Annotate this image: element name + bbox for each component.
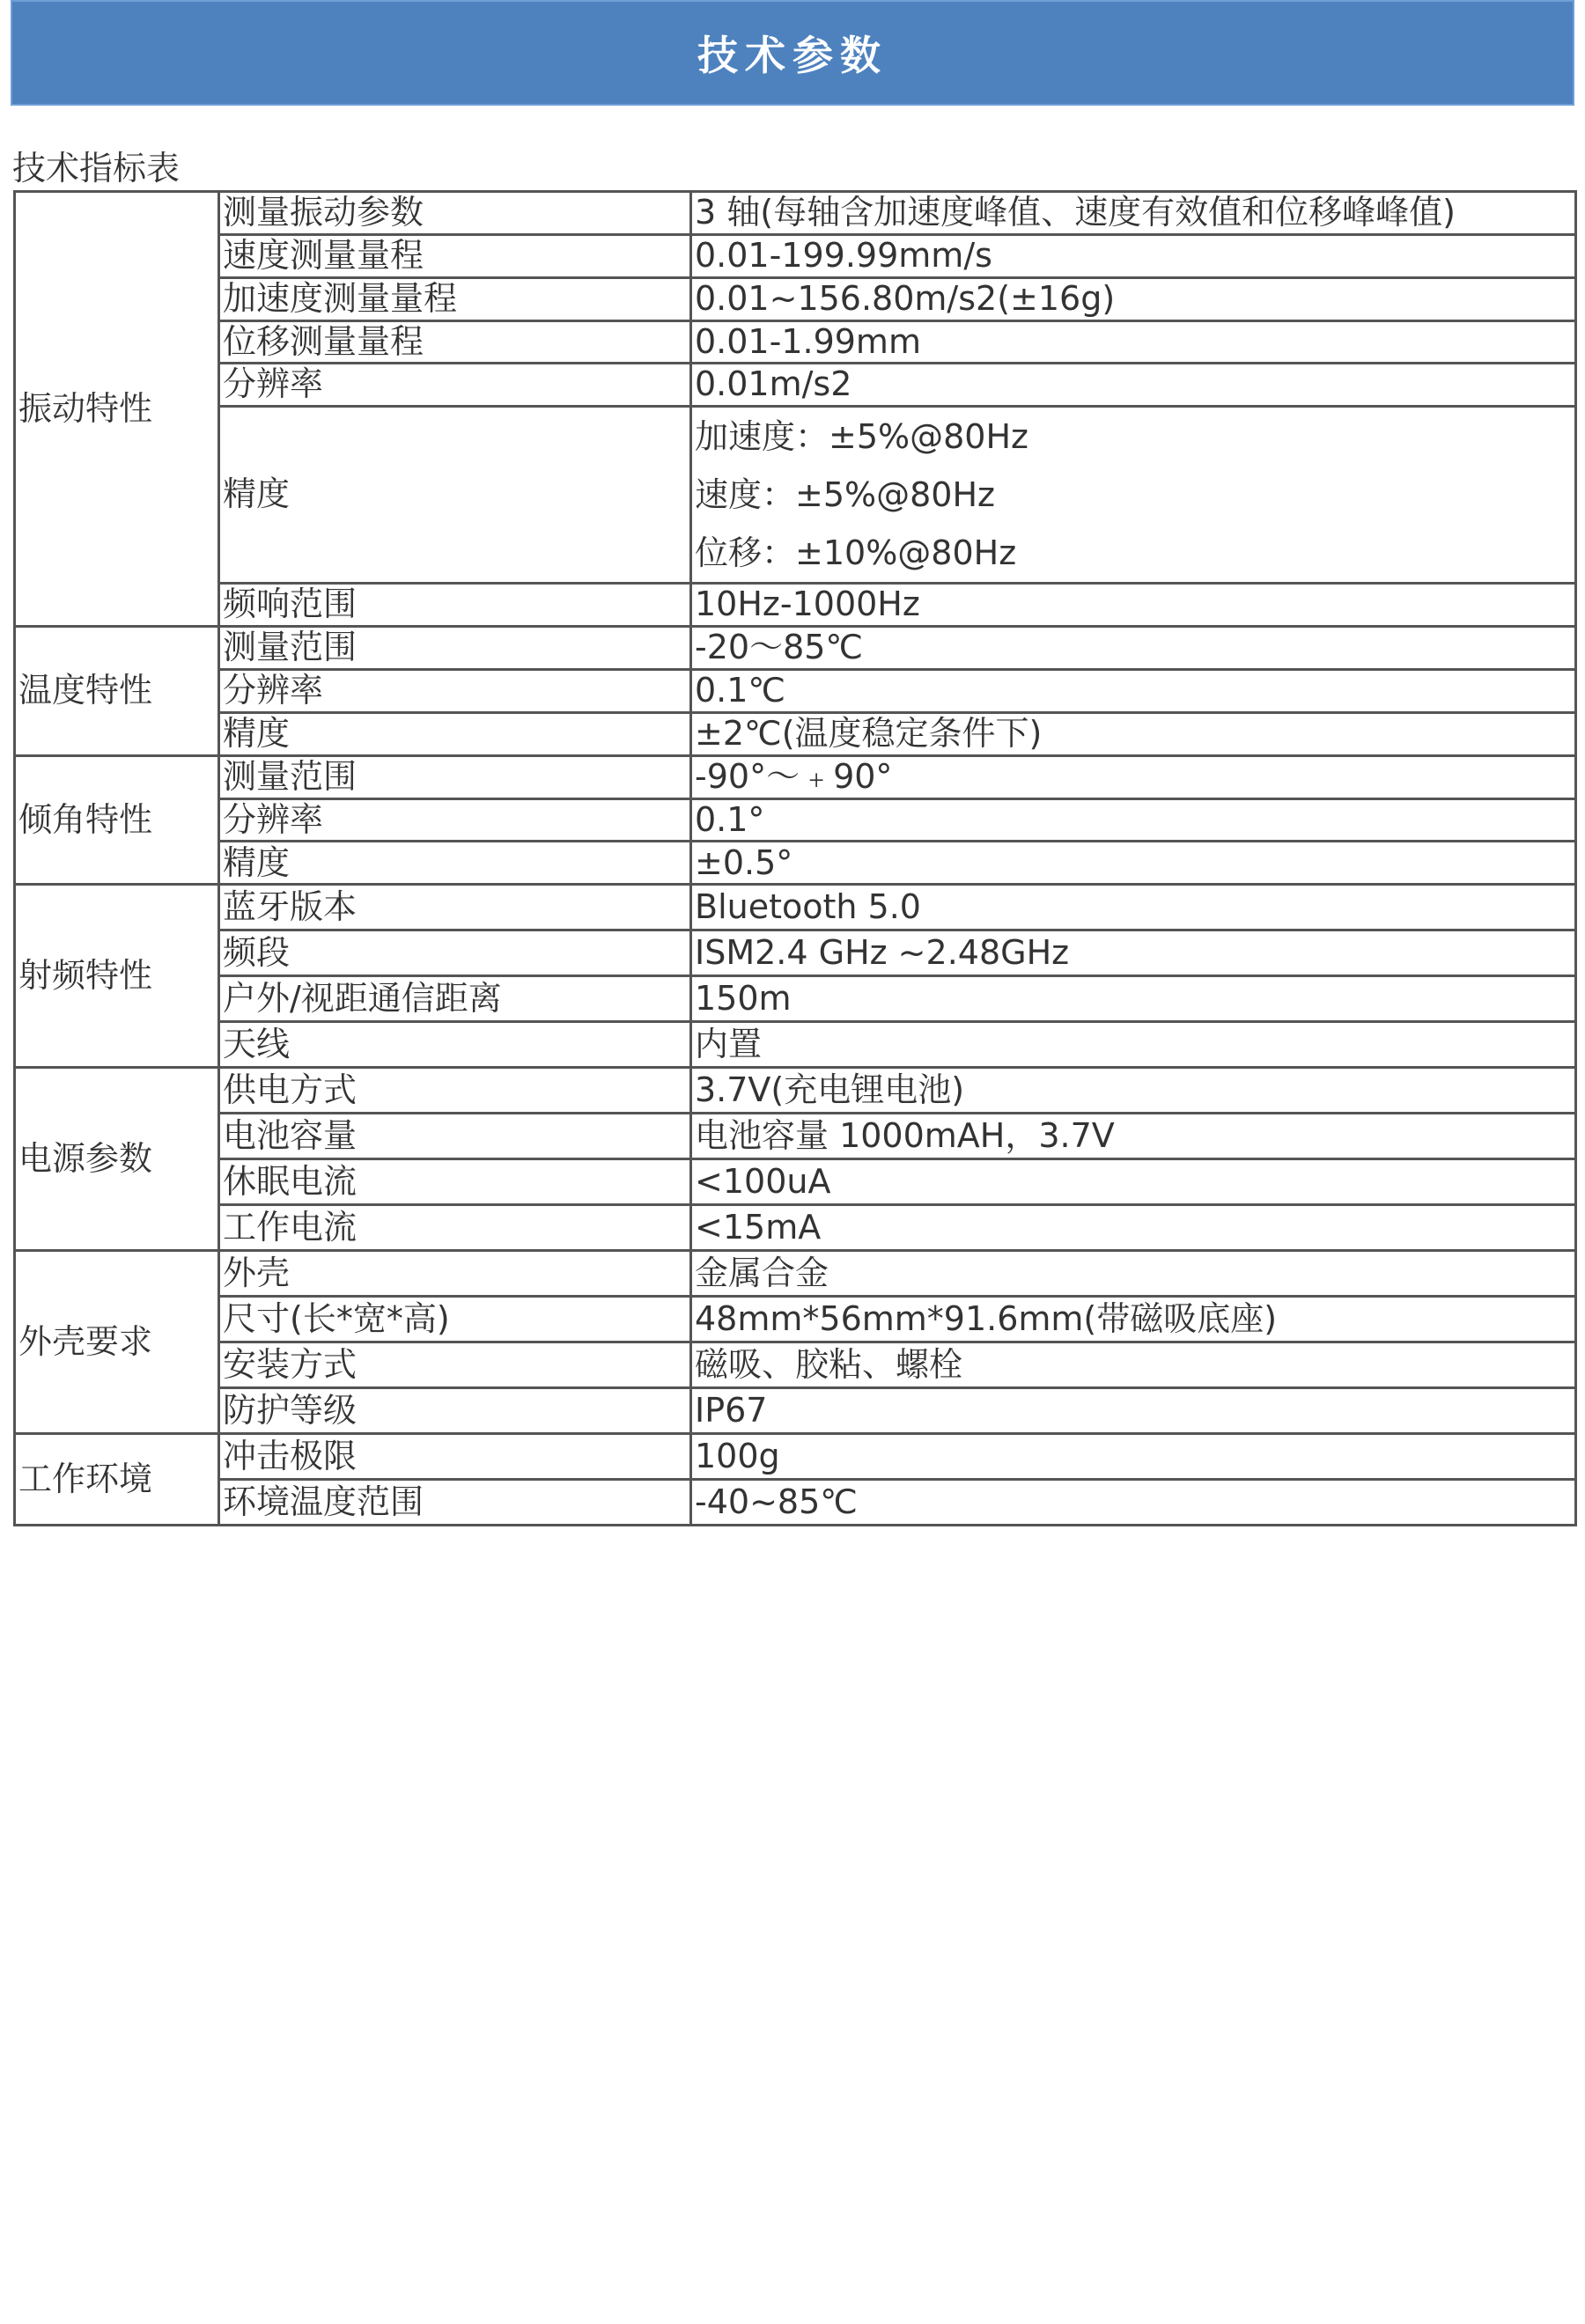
table-row xyxy=(15,1022,1576,1068)
value-cell: 0.01~156.80m/s2(±16g) xyxy=(691,277,1576,320)
parameter-cell: 精度 xyxy=(219,712,691,755)
value-cell: -40~85℃ xyxy=(691,1480,1576,1526)
parameter-cell: 环境温度范围 xyxy=(219,1480,691,1526)
parameter-cell: 测量振动参数 xyxy=(219,192,691,235)
table-row xyxy=(15,842,1576,885)
value-cell xyxy=(691,407,1576,584)
value-cell: 内置 xyxy=(691,1022,1576,1068)
parameter-cell: 尺寸(长*宽*高) xyxy=(219,1297,691,1342)
parameter-cell: 分辨率 xyxy=(219,798,691,842)
table-row xyxy=(15,930,1576,976)
spec-table xyxy=(13,190,1577,1526)
table-row xyxy=(15,192,1576,235)
parameter-cell: 分辨率 xyxy=(219,670,691,713)
parameter-cell: 天线 xyxy=(219,1022,691,1068)
value-cell: Bluetooth 5.0 xyxy=(691,885,1576,930)
table-row xyxy=(15,584,1576,627)
category-cell: 射频特性 xyxy=(15,885,219,1068)
value-cell: 金属合金 xyxy=(691,1251,1576,1297)
value-cell: <15mA xyxy=(691,1205,1576,1251)
table-row xyxy=(15,1159,1576,1205)
table-row xyxy=(15,364,1576,407)
parameter-cell: 分辨率 xyxy=(219,364,691,407)
value-cell: 3 轴(每轴含加速度峰值、速度有效值和位移峰峰值) xyxy=(691,192,1576,235)
category-cell: 外壳要求 xyxy=(15,1251,219,1434)
table-row xyxy=(15,1114,1576,1159)
parameter-cell: 加速度测量量程 xyxy=(219,277,691,320)
table-row xyxy=(15,670,1576,713)
category-cell: 倾角特性 xyxy=(15,755,219,885)
value-cell: 0.1° xyxy=(691,798,1576,842)
category-cell: 电源参数 xyxy=(15,1068,219,1251)
parameter-cell: 防护等级 xyxy=(219,1388,691,1434)
value-cell: ±2℃(温度稳定条件下) xyxy=(691,712,1576,755)
parameter-cell: 精度 xyxy=(219,407,691,584)
parameter-cell: 蓝牙版本 xyxy=(219,885,691,930)
parameter-cell: 频段 xyxy=(219,930,691,976)
parameter-cell: 电池容量 xyxy=(219,1114,691,1159)
value-cell: 100g xyxy=(691,1434,1576,1480)
table-caption: 技术指标表 xyxy=(12,149,181,188)
parameter-cell: 供电方式 xyxy=(219,1068,691,1114)
table-row xyxy=(15,1205,1576,1251)
parameter-cell: 测量范围 xyxy=(219,627,691,670)
value-cell: -20～85℃ xyxy=(691,627,1576,670)
category-cell: 振动特性 xyxy=(15,192,219,627)
value-cell: ISM2.4 GHz ~2.48GHz xyxy=(691,930,1576,976)
value-cell: 电池容量 1000mAH，3.7V xyxy=(691,1114,1576,1159)
page-title: 技术参数 xyxy=(697,32,888,79)
table-row xyxy=(15,1068,1576,1114)
value-cell: 0.1℃ xyxy=(691,670,1576,713)
value-cell: 0.01-1.99mm xyxy=(691,320,1576,364)
table-row xyxy=(15,1251,1576,1297)
parameter-cell: 休眠电流 xyxy=(219,1159,691,1205)
value-cell: ±0.5° xyxy=(691,842,1576,885)
table-row xyxy=(15,1388,1576,1434)
category-cell: 工作环境 xyxy=(15,1434,219,1526)
header-banner xyxy=(11,0,1574,106)
value-cell: 150m xyxy=(691,976,1576,1022)
table-row xyxy=(15,407,1576,584)
parameter-cell: 位移测量量程 xyxy=(219,320,691,364)
table-row xyxy=(15,1342,1576,1388)
value-cell: 0.01m/s2 xyxy=(691,364,1576,407)
table-row xyxy=(15,755,1576,798)
value-cell: 0.01-199.99mm/s xyxy=(691,235,1576,278)
value-cell: -90°～﹢90° xyxy=(691,755,1576,798)
parameter-cell: 外壳 xyxy=(219,1251,691,1297)
value-cell: <100uA xyxy=(691,1159,1576,1205)
value-line: 速度：±5%@80Hz xyxy=(695,475,995,515)
category-cell: 温度特性 xyxy=(15,627,219,756)
parameter-cell: 工作电流 xyxy=(219,1205,691,1251)
table-row xyxy=(15,976,1576,1022)
table-row xyxy=(15,277,1576,320)
table-row xyxy=(15,798,1576,842)
value-cell: 3.7V(充电锂电池) xyxy=(691,1068,1576,1114)
table-row xyxy=(15,235,1576,278)
table-row xyxy=(15,627,1576,670)
table-row xyxy=(15,1434,1576,1480)
parameter-cell: 户外/视距通信距离 xyxy=(219,976,691,1022)
parameter-cell: 冲击极限 xyxy=(219,1434,691,1480)
table-row xyxy=(15,712,1576,755)
value-cell: 磁吸、胶粘、螺栓 xyxy=(691,1342,1576,1388)
value-line: 加速度：±5%@80Hz xyxy=(695,417,1028,457)
value-cell: 48mm*56mm*91.6mm(带磁吸底座) xyxy=(691,1297,1576,1342)
value-line: 位移：±10%@80Hz xyxy=(695,533,1017,573)
parameter-cell: 测量范围 xyxy=(219,755,691,798)
parameter-cell: 速度测量量程 xyxy=(219,235,691,278)
table-row xyxy=(15,1297,1576,1342)
table-row xyxy=(15,320,1576,364)
value-cell: 10Hz-1000Hz xyxy=(691,584,1576,627)
table-row xyxy=(15,1480,1576,1526)
parameter-cell: 频响范围 xyxy=(219,584,691,627)
parameter-cell: 精度 xyxy=(219,842,691,885)
table-row xyxy=(15,885,1576,930)
parameter-cell: 安装方式 xyxy=(219,1342,691,1388)
value-cell: IP67 xyxy=(691,1388,1576,1434)
